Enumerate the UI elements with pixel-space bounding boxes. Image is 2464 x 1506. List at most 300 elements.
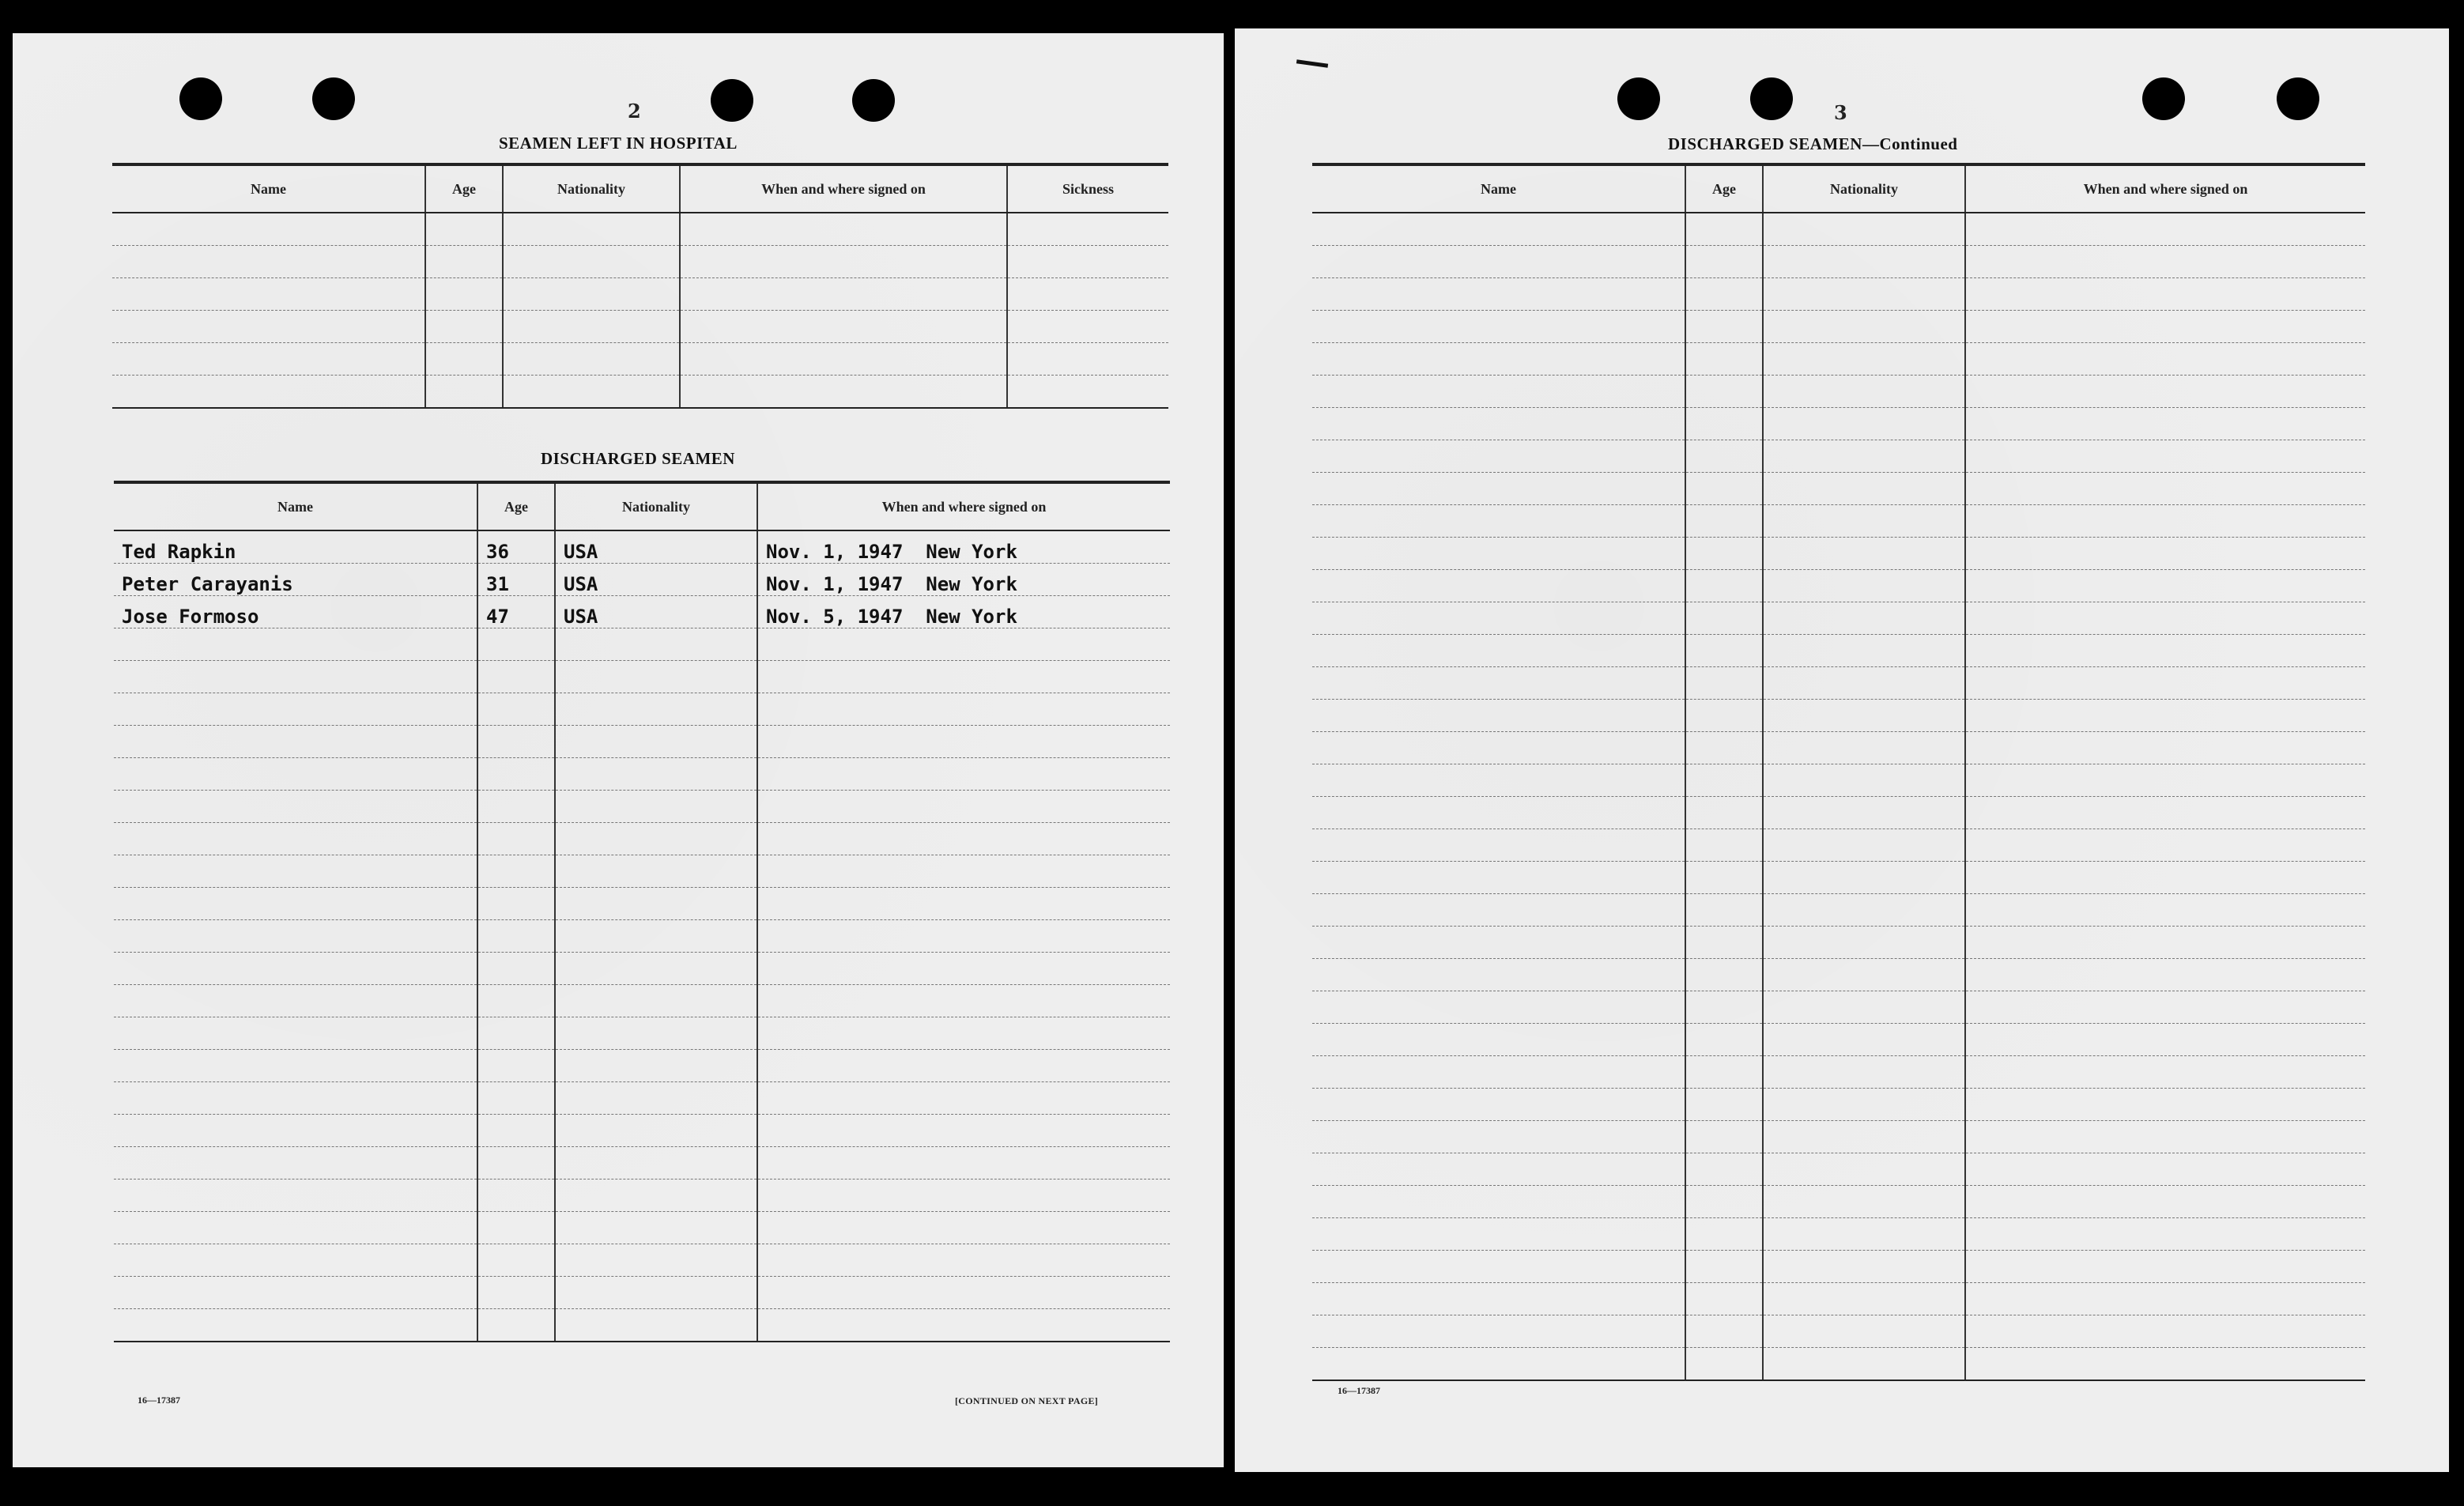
blank-cell [1965, 1186, 2365, 1218]
blank-cell [1763, 1218, 1965, 1251]
column-header-sickness: Sickness [1007, 164, 1168, 213]
blank-row [1312, 829, 2365, 862]
column-header-signed-on: When and where signed on [757, 482, 1170, 530]
blank-cell [757, 1082, 1170, 1115]
blank-cell [1763, 1153, 1965, 1186]
blank-cell [1312, 1153, 1685, 1186]
blank-cell [555, 661, 757, 693]
page-number: 3 [1834, 101, 1847, 124]
blank-row [1312, 1024, 2365, 1056]
hospital-section-title: SEAMEN LEFT IN HOSPITAL [499, 134, 738, 153]
blank-cell [555, 1017, 757, 1050]
blank-cell [477, 888, 555, 920]
blank-row [1312, 1348, 2365, 1381]
blank-cell [1685, 1089, 1763, 1121]
punch-hole [2142, 77, 2185, 120]
blank-cell [757, 1212, 1170, 1244]
blank-cell [757, 628, 1170, 661]
section-title-suffix: —Continued [1862, 134, 1958, 153]
blank-cell [114, 985, 477, 1017]
blank-row [114, 693, 1170, 726]
blank-cell [1685, 1056, 1763, 1089]
punch-hole [2277, 77, 2319, 120]
blank-cell [1007, 246, 1168, 278]
seaman-age: 31 [477, 564, 555, 596]
blank-cell [1685, 570, 1763, 602]
blank-cell [114, 1309, 477, 1342]
blank-cell [1763, 797, 1965, 829]
blank-cell [555, 1212, 757, 1244]
punch-hole [1617, 77, 1660, 120]
blank-cell [1965, 213, 2365, 246]
blank-cell [1312, 213, 1685, 246]
blank-row [1312, 440, 2365, 473]
blank-cell [114, 661, 477, 693]
blank-cell [1685, 991, 1763, 1024]
blank-cell [1007, 343, 1168, 376]
seaman-name: Jose Formoso [114, 596, 477, 628]
blank-cell [503, 213, 680, 246]
blank-cell [1685, 959, 1763, 991]
blank-cell [1685, 927, 1763, 959]
blank-cell [1763, 991, 1965, 1024]
blank-cell [503, 376, 680, 409]
blank-cell [1312, 570, 1685, 602]
blank-cell [1312, 440, 1685, 473]
blank-cell [1763, 829, 1965, 862]
section-title-main: DISCHARGED SEAMEN [1668, 134, 1862, 153]
discharged-table [114, 481, 1170, 1342]
seaman-name: Peter Carayanis [114, 564, 477, 596]
blank-cell [1312, 862, 1685, 894]
blank-cell [757, 888, 1170, 920]
blank-cell [1965, 862, 2365, 894]
blank-cell [425, 343, 503, 376]
blank-cell [1685, 311, 1763, 343]
blank-row [1312, 764, 2365, 797]
blank-cell [757, 953, 1170, 985]
blank-cell [1763, 667, 1965, 700]
blank-cell [1312, 732, 1685, 764]
blank-cell [477, 1244, 555, 1277]
blank-cell [1685, 635, 1763, 667]
continued-note: [CONTINUED ON NEXT PAGE] [955, 1395, 1099, 1406]
blank-row [1312, 408, 2365, 440]
punch-hole [1750, 77, 1793, 120]
blank-cell [477, 693, 555, 726]
blank-cell [477, 985, 555, 1017]
blank-cell [114, 888, 477, 920]
blank-cell [1763, 505, 1965, 538]
blank-cell [477, 953, 555, 985]
blank-row [114, 1309, 1170, 1342]
blank-cell [112, 278, 425, 311]
blank-cell [1763, 538, 1965, 570]
paper-edge-mark [1296, 59, 1328, 68]
blank-row [114, 855, 1170, 888]
blank-cell [1965, 538, 2365, 570]
blank-cell [1312, 894, 1685, 927]
blank-cell [1763, 376, 1965, 408]
blank-cell [1763, 959, 1965, 991]
blank-cell [1312, 408, 1685, 440]
blank-cell [1965, 1024, 2365, 1056]
blank-cell [555, 1244, 757, 1277]
blank-cell [757, 1244, 1170, 1277]
blank-cell [1685, 764, 1763, 797]
blank-cell [1312, 311, 1685, 343]
blank-cell [1312, 1251, 1685, 1283]
blank-cell [1763, 602, 1965, 635]
blank-cell [114, 1050, 477, 1082]
blank-cell [1965, 343, 2365, 376]
blank-cell [1965, 959, 2365, 991]
blank-cell [114, 628, 477, 661]
form-code: 16—17387 [138, 1395, 180, 1406]
blank-cell [1763, 927, 1965, 959]
blank-cell [1685, 797, 1763, 829]
blank-cell [503, 343, 680, 376]
blank-cell [112, 213, 425, 246]
blank-cell [555, 693, 757, 726]
blank-cell [1763, 278, 1965, 311]
blank-cell [1763, 1251, 1965, 1283]
blank-row [1312, 376, 2365, 408]
blank-cell [1965, 829, 2365, 862]
blank-cell [1685, 1186, 1763, 1218]
blank-cell [477, 823, 555, 855]
blank-row [114, 1147, 1170, 1180]
blank-cell [1965, 1121, 2365, 1153]
blank-cell [1965, 246, 2365, 278]
blank-cell [114, 1277, 477, 1309]
blank-cell [1685, 538, 1763, 570]
blank-row [112, 343, 1168, 376]
blank-cell [114, 953, 477, 985]
blank-row [1312, 1186, 2365, 1218]
blank-cell [477, 1082, 555, 1115]
blank-cell [1965, 732, 2365, 764]
table-row [114, 530, 1170, 564]
blank-cell [757, 1309, 1170, 1342]
blank-cell [477, 628, 555, 661]
seaman-signed-on [757, 596, 1170, 628]
seaman-nationality: USA [555, 564, 757, 596]
blank-cell [1312, 376, 1685, 408]
blank-cell [1312, 829, 1685, 862]
blank-cell [1312, 667, 1685, 700]
blank-row [114, 1180, 1170, 1212]
blank-row [114, 953, 1170, 985]
blank-row [114, 1017, 1170, 1050]
blank-row [112, 213, 1168, 246]
signed-on-place: New York [926, 541, 1017, 563]
blank-cell [114, 1147, 477, 1180]
blank-row [1312, 343, 2365, 376]
blank-cell [757, 726, 1170, 758]
blank-cell [1685, 246, 1763, 278]
blank-cell [114, 1180, 477, 1212]
blank-row [1312, 602, 2365, 635]
blank-row [1312, 1153, 2365, 1186]
signed-on-date: Nov. 1, 1947 [766, 573, 904, 595]
column-header-age: Age [477, 482, 555, 530]
blank-row [114, 823, 1170, 855]
blank-cell [503, 246, 680, 278]
blank-cell [757, 823, 1170, 855]
blank-cell [555, 953, 757, 985]
blank-cell [114, 1244, 477, 1277]
blank-cell [1763, 862, 1965, 894]
blank-cell [1685, 1315, 1763, 1348]
blank-cell [114, 791, 477, 823]
signed-on-place: New York [926, 573, 1017, 595]
blank-cell [1007, 213, 1168, 246]
blank-cell [1685, 1283, 1763, 1315]
blank-cell [1965, 927, 2365, 959]
blank-cell [680, 278, 1007, 311]
blank-cell [477, 661, 555, 693]
blank-row [114, 628, 1170, 661]
blank-cell [114, 1115, 477, 1147]
blank-cell [1312, 927, 1685, 959]
blank-cell [1312, 700, 1685, 732]
column-header-name: Name [1312, 164, 1685, 213]
blank-cell [1685, 1218, 1763, 1251]
blank-cell [1965, 1348, 2365, 1381]
punch-hole [179, 77, 222, 120]
blank-cell [1965, 1283, 2365, 1315]
blank-row [1312, 1283, 2365, 1315]
blank-cell [1312, 1283, 1685, 1315]
blank-cell [114, 1017, 477, 1050]
blank-cell [425, 278, 503, 311]
blank-row [112, 376, 1168, 409]
blank-row [112, 246, 1168, 278]
blank-cell [1763, 1348, 1965, 1381]
seaman-nationality: USA [555, 530, 757, 564]
blank-row [114, 888, 1170, 920]
blank-row [1312, 667, 2365, 700]
blank-row [112, 278, 1168, 311]
page-number: 2 [628, 100, 641, 123]
table-row [114, 564, 1170, 596]
blank-row [114, 920, 1170, 953]
blank-cell [1685, 1251, 1763, 1283]
seaman-age: 36 [477, 530, 555, 564]
table-row [114, 596, 1170, 628]
blank-row [1312, 797, 2365, 829]
blank-cell [757, 1017, 1170, 1050]
blank-row [114, 1277, 1170, 1309]
blank-cell [757, 758, 1170, 791]
blank-cell [680, 246, 1007, 278]
blank-cell [1312, 1024, 1685, 1056]
blank-cell [1763, 700, 1965, 732]
seaman-age: 47 [477, 596, 555, 628]
blank-cell [112, 376, 425, 409]
blank-cell [680, 343, 1007, 376]
blank-cell [425, 213, 503, 246]
blank-cell [1965, 602, 2365, 635]
seaman-signed-on [757, 564, 1170, 596]
blank-cell [477, 791, 555, 823]
blank-cell [1685, 213, 1763, 246]
blank-cell [1965, 764, 2365, 797]
blank-cell [1685, 862, 1763, 894]
blank-cell [1312, 797, 1685, 829]
blank-cell [477, 1050, 555, 1082]
blank-cell [1763, 246, 1965, 278]
blank-cell [1312, 473, 1685, 505]
blank-row [1312, 1251, 2365, 1283]
blank-cell [1763, 1315, 1965, 1348]
blank-cell [114, 726, 477, 758]
blank-cell [1685, 894, 1763, 927]
blank-cell [555, 791, 757, 823]
blank-cell [1763, 473, 1965, 505]
blank-row [1312, 311, 2365, 343]
blank-cell [477, 1115, 555, 1147]
blank-cell [477, 1180, 555, 1212]
discharged-continued-table [1312, 163, 2365, 1381]
blank-cell [425, 246, 503, 278]
blank-cell [1965, 311, 2365, 343]
blank-row [1312, 991, 2365, 1024]
blank-cell [555, 628, 757, 661]
blank-cell [425, 376, 503, 409]
blank-cell [1763, 1024, 1965, 1056]
blank-cell [1965, 1251, 2365, 1283]
blank-cell [1763, 1283, 1965, 1315]
blank-row [1312, 246, 2365, 278]
left-page [13, 33, 1224, 1467]
blank-row [1312, 570, 2365, 602]
blank-cell [1312, 602, 1685, 635]
blank-row [114, 985, 1170, 1017]
discharged-section-title: DISCHARGED SEAMEN [541, 449, 735, 468]
blank-cell [112, 246, 425, 278]
column-header-signed-on: When and where signed on [1965, 164, 2365, 213]
blank-cell [1312, 1121, 1685, 1153]
blank-row [114, 758, 1170, 791]
blank-cell [1965, 1056, 2365, 1089]
blank-row [1312, 473, 2365, 505]
blank-cell [425, 311, 503, 343]
blank-cell [1685, 376, 1763, 408]
blank-cell [1965, 1218, 2365, 1251]
blank-cell [757, 693, 1170, 726]
blank-cell [114, 920, 477, 953]
column-header-nationality: Nationality [1763, 164, 1965, 213]
blank-cell [1685, 829, 1763, 862]
blank-cell [555, 985, 757, 1017]
blank-cell [1965, 570, 2365, 602]
blank-cell [757, 661, 1170, 693]
blank-cell [1312, 991, 1685, 1024]
blank-cell [1312, 1315, 1685, 1348]
signed-on-place: New York [926, 606, 1017, 628]
blank-row [1312, 505, 2365, 538]
blank-cell [114, 758, 477, 791]
blank-row [1312, 700, 2365, 732]
blank-cell [757, 1050, 1170, 1082]
blank-row [1312, 862, 2365, 894]
blank-cell [1312, 635, 1685, 667]
blank-row [1312, 1121, 2365, 1153]
blank-cell [1763, 894, 1965, 927]
blank-cell [1965, 991, 2365, 1024]
blank-cell [1965, 505, 2365, 538]
blank-row [1312, 1315, 2365, 1348]
blank-cell [1685, 732, 1763, 764]
blank-row [1312, 732, 2365, 764]
blank-cell [555, 920, 757, 953]
column-header-nationality: Nationality [555, 482, 757, 530]
blank-cell [555, 888, 757, 920]
blank-cell [555, 1277, 757, 1309]
blank-row [114, 1050, 1170, 1082]
blank-cell [477, 920, 555, 953]
blank-cell [1312, 1218, 1685, 1251]
blank-cell [1763, 1186, 1965, 1218]
blank-cell [1763, 1121, 1965, 1153]
blank-cell [1763, 343, 1965, 376]
blank-cell [1007, 311, 1168, 343]
signed-on-date: Nov. 1, 1947 [766, 541, 904, 563]
blank-cell [757, 985, 1170, 1017]
blank-cell [1685, 602, 1763, 635]
blank-row [112, 311, 1168, 343]
blank-cell [757, 1277, 1170, 1309]
blank-row [114, 791, 1170, 823]
blank-cell [114, 693, 477, 726]
blank-cell [503, 311, 680, 343]
blank-row [1312, 1089, 2365, 1121]
blank-cell [1685, 1348, 1763, 1381]
blank-cell [1763, 732, 1965, 764]
blank-cell [503, 278, 680, 311]
blank-cell [555, 1115, 757, 1147]
blank-cell [477, 1017, 555, 1050]
blank-cell [1763, 570, 1965, 602]
blank-row [1312, 894, 2365, 927]
blank-cell [1312, 278, 1685, 311]
discharged-continued-title [1668, 134, 1957, 154]
signed-on-date: Nov. 5, 1947 [766, 606, 904, 628]
blank-cell [1965, 473, 2365, 505]
blank-cell [1763, 440, 1965, 473]
column-header-age: Age [425, 164, 503, 213]
blank-row [1312, 538, 2365, 570]
blank-cell [1965, 1315, 2365, 1348]
blank-cell [1312, 1056, 1685, 1089]
blank-cell [757, 855, 1170, 888]
blank-cell [1685, 473, 1763, 505]
blank-cell [1007, 278, 1168, 311]
blank-cell [1685, 440, 1763, 473]
hospital-table [112, 163, 1168, 409]
blank-cell [1965, 1089, 2365, 1121]
blank-cell [114, 1212, 477, 1244]
blank-cell [555, 726, 757, 758]
blank-cell [112, 343, 425, 376]
blank-row [1312, 278, 2365, 311]
blank-cell [114, 855, 477, 888]
blank-cell [1965, 700, 2365, 732]
blank-cell [1965, 408, 2365, 440]
blank-cell [477, 1212, 555, 1244]
